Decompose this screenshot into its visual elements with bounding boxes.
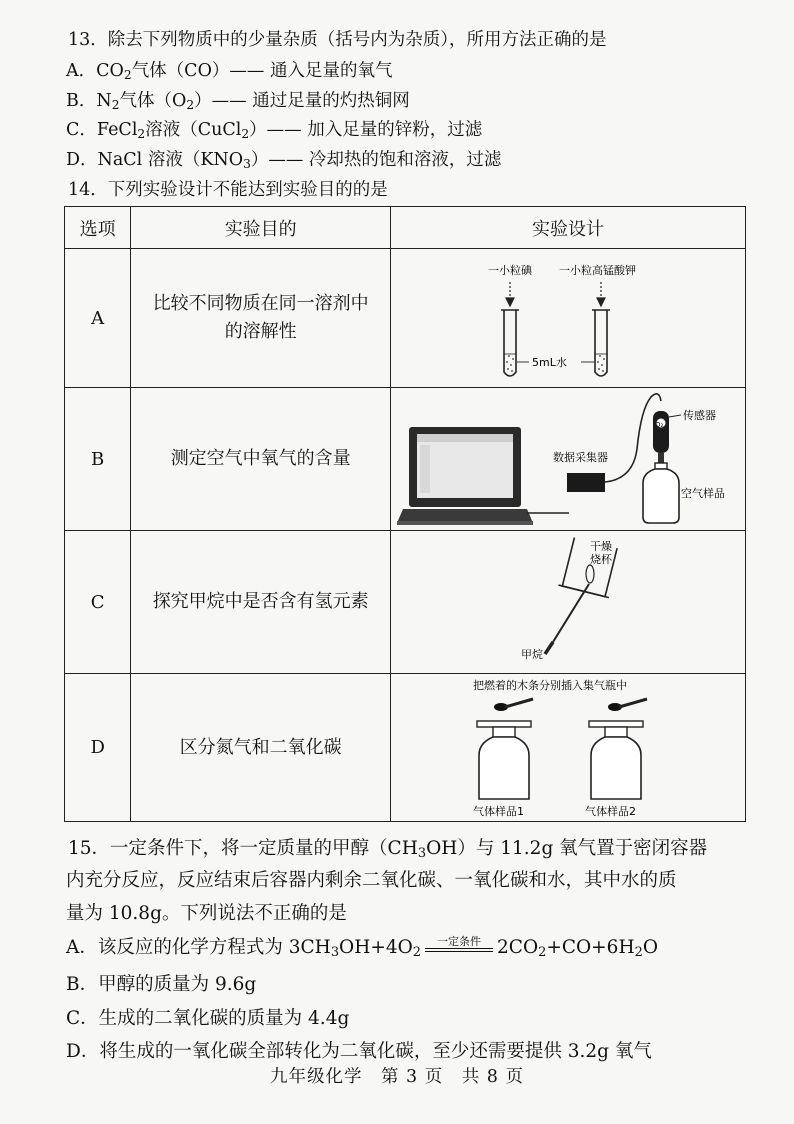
label-air-sample: 空气样品 <box>681 487 726 500</box>
label-collector: 数据采集器 <box>553 451 609 464</box>
row-a-purpose-line2: 的溶解性 <box>224 321 297 342</box>
label-beaker-line1: 干燥 <box>590 540 613 553</box>
test-tube-icon <box>592 310 610 376</box>
row-c-option: C <box>65 531 131 674</box>
header-purpose: 实验目的 <box>131 207 391 249</box>
q15-option-d: D．将生成的一氧化碳全部转化为二氧化碳，至少还需要提供 3.2g 氧气 <box>66 1041 652 1062</box>
header-option: 选项 <box>65 207 131 249</box>
row-b-option: B <box>65 388 131 531</box>
cable <box>605 394 661 482</box>
row-c-design-figure <box>391 531 746 674</box>
q15-stem-line3: 量为 10.8g。下列说法不正确的是 <box>66 903 347 924</box>
table-row <box>65 249 746 388</box>
label-permanganate: 一小粒高锰酸钾 <box>559 264 637 277</box>
row-b-purpose: 测定空气中氧气的含量 <box>131 388 391 531</box>
row-a-option: A <box>65 249 131 388</box>
gas-bottle-icon <box>589 721 643 799</box>
burning-splint-icon <box>494 699 533 711</box>
test-tubes-diagram <box>393 250 743 386</box>
q15-option-c: C．生成的二氧化碳的质量为 4.4g <box>66 1008 350 1029</box>
table-row <box>65 388 746 531</box>
sensor-icon <box>653 411 669 463</box>
row-d-purpose: 区分氮气和二氧化碳 <box>131 674 391 822</box>
data-collector-icon <box>567 473 605 492</box>
row-d-option: D <box>65 674 131 822</box>
q15-stem-line1: 15．一定条件下，将一定质量的甲醇$(CH_3OH)$与 11.2g 氧气置于密闭容器 <box>68 838 708 862</box>
q14-experiment-table <box>64 206 746 822</box>
row-a-purpose-line1: 比较不同物质在同一溶剂中 <box>152 293 369 314</box>
q13-option-a: A．$CO_2$气体（CO）—— 通入足量的氧气 <box>66 61 393 83</box>
liquid-dots <box>506 355 514 372</box>
row-a-design-figure <box>391 249 746 388</box>
gas-bottle-icon <box>477 721 531 799</box>
table-row <box>65 674 746 822</box>
label-methane: 甲烷 <box>521 648 544 661</box>
label-instruction: 把燃着的木条分别插入集气瓶中 <box>473 678 628 692</box>
label-sample-1: 气体样品1 <box>473 804 525 818</box>
oxygen-sensor-diagram <box>393 389 743 529</box>
row-d-design-figure <box>391 674 746 822</box>
sample-bottle-icon <box>643 463 679 523</box>
burning-splint-icon <box>608 699 647 711</box>
label-water: 5mL水 <box>532 356 567 369</box>
arrow-icon <box>506 282 605 306</box>
flame-icon <box>586 565 594 583</box>
laptop-icon <box>397 427 533 525</box>
q15-option-b: B．甲醇的质量为 9.6g <box>66 974 257 995</box>
label-sample-2: 气体样品2 <box>585 804 637 818</box>
q13-option-d: D．NaCl 溶液$(KNO_3)——$ 冷却热的饱和溶液，过滤 <box>66 150 502 172</box>
row-a-purpose <box>131 249 391 388</box>
q15-option-a: A．该反应的化学方程式为 $3CH_3OH+4O_2$ 一定条件 $2CO_2+CO+6H_2O$ <box>66 935 658 961</box>
label-beaker-line2: 烧杯 <box>590 553 613 566</box>
table-row <box>65 531 746 674</box>
header-design: 实验设计 <box>391 207 746 249</box>
table-header-row <box>65 207 746 249</box>
liquid-dots <box>597 355 605 372</box>
label-sensor: 传感器 <box>683 409 717 422</box>
q13-option-b: B．$N_2$气体$(O_2)——$ 通过足量的灼热铜网 <box>66 91 410 113</box>
test-tube-icon <box>501 310 519 376</box>
methane-combustion-diagram <box>393 532 743 672</box>
gas-bottles-diagram <box>393 675 743 821</box>
row-c-purpose: 探究甲烷中是否含有氢元素 <box>131 531 391 674</box>
label-iodine: 一小粒碘 <box>488 264 533 277</box>
row-b-design-figure <box>391 388 746 531</box>
q13-option-c: C．FeCl$_2$溶液（CuCl$_2$）—— 加入足量的锌粉，过滤 <box>66 120 483 142</box>
q15-stem-line2: 内充分反应，反应结束后容器内剩余二氧化碳、一氧化碳和水，其中水的质 <box>66 870 677 891</box>
q13-stem: 13．除去下列物质中的少量杂质（括号内为杂质），所用方法正确的是 <box>68 30 607 50</box>
gas-tube-icon <box>545 584 589 654</box>
page-footer: 九年级化学 第 3 页 共 8 页 <box>269 1067 525 1087</box>
q14-stem: 14．下列实验设计不能达到实验目的的是 <box>68 180 388 200</box>
reaction-condition-arrow: 一定条件 <box>425 940 493 956</box>
sensor-mark: O₂ <box>655 421 664 429</box>
